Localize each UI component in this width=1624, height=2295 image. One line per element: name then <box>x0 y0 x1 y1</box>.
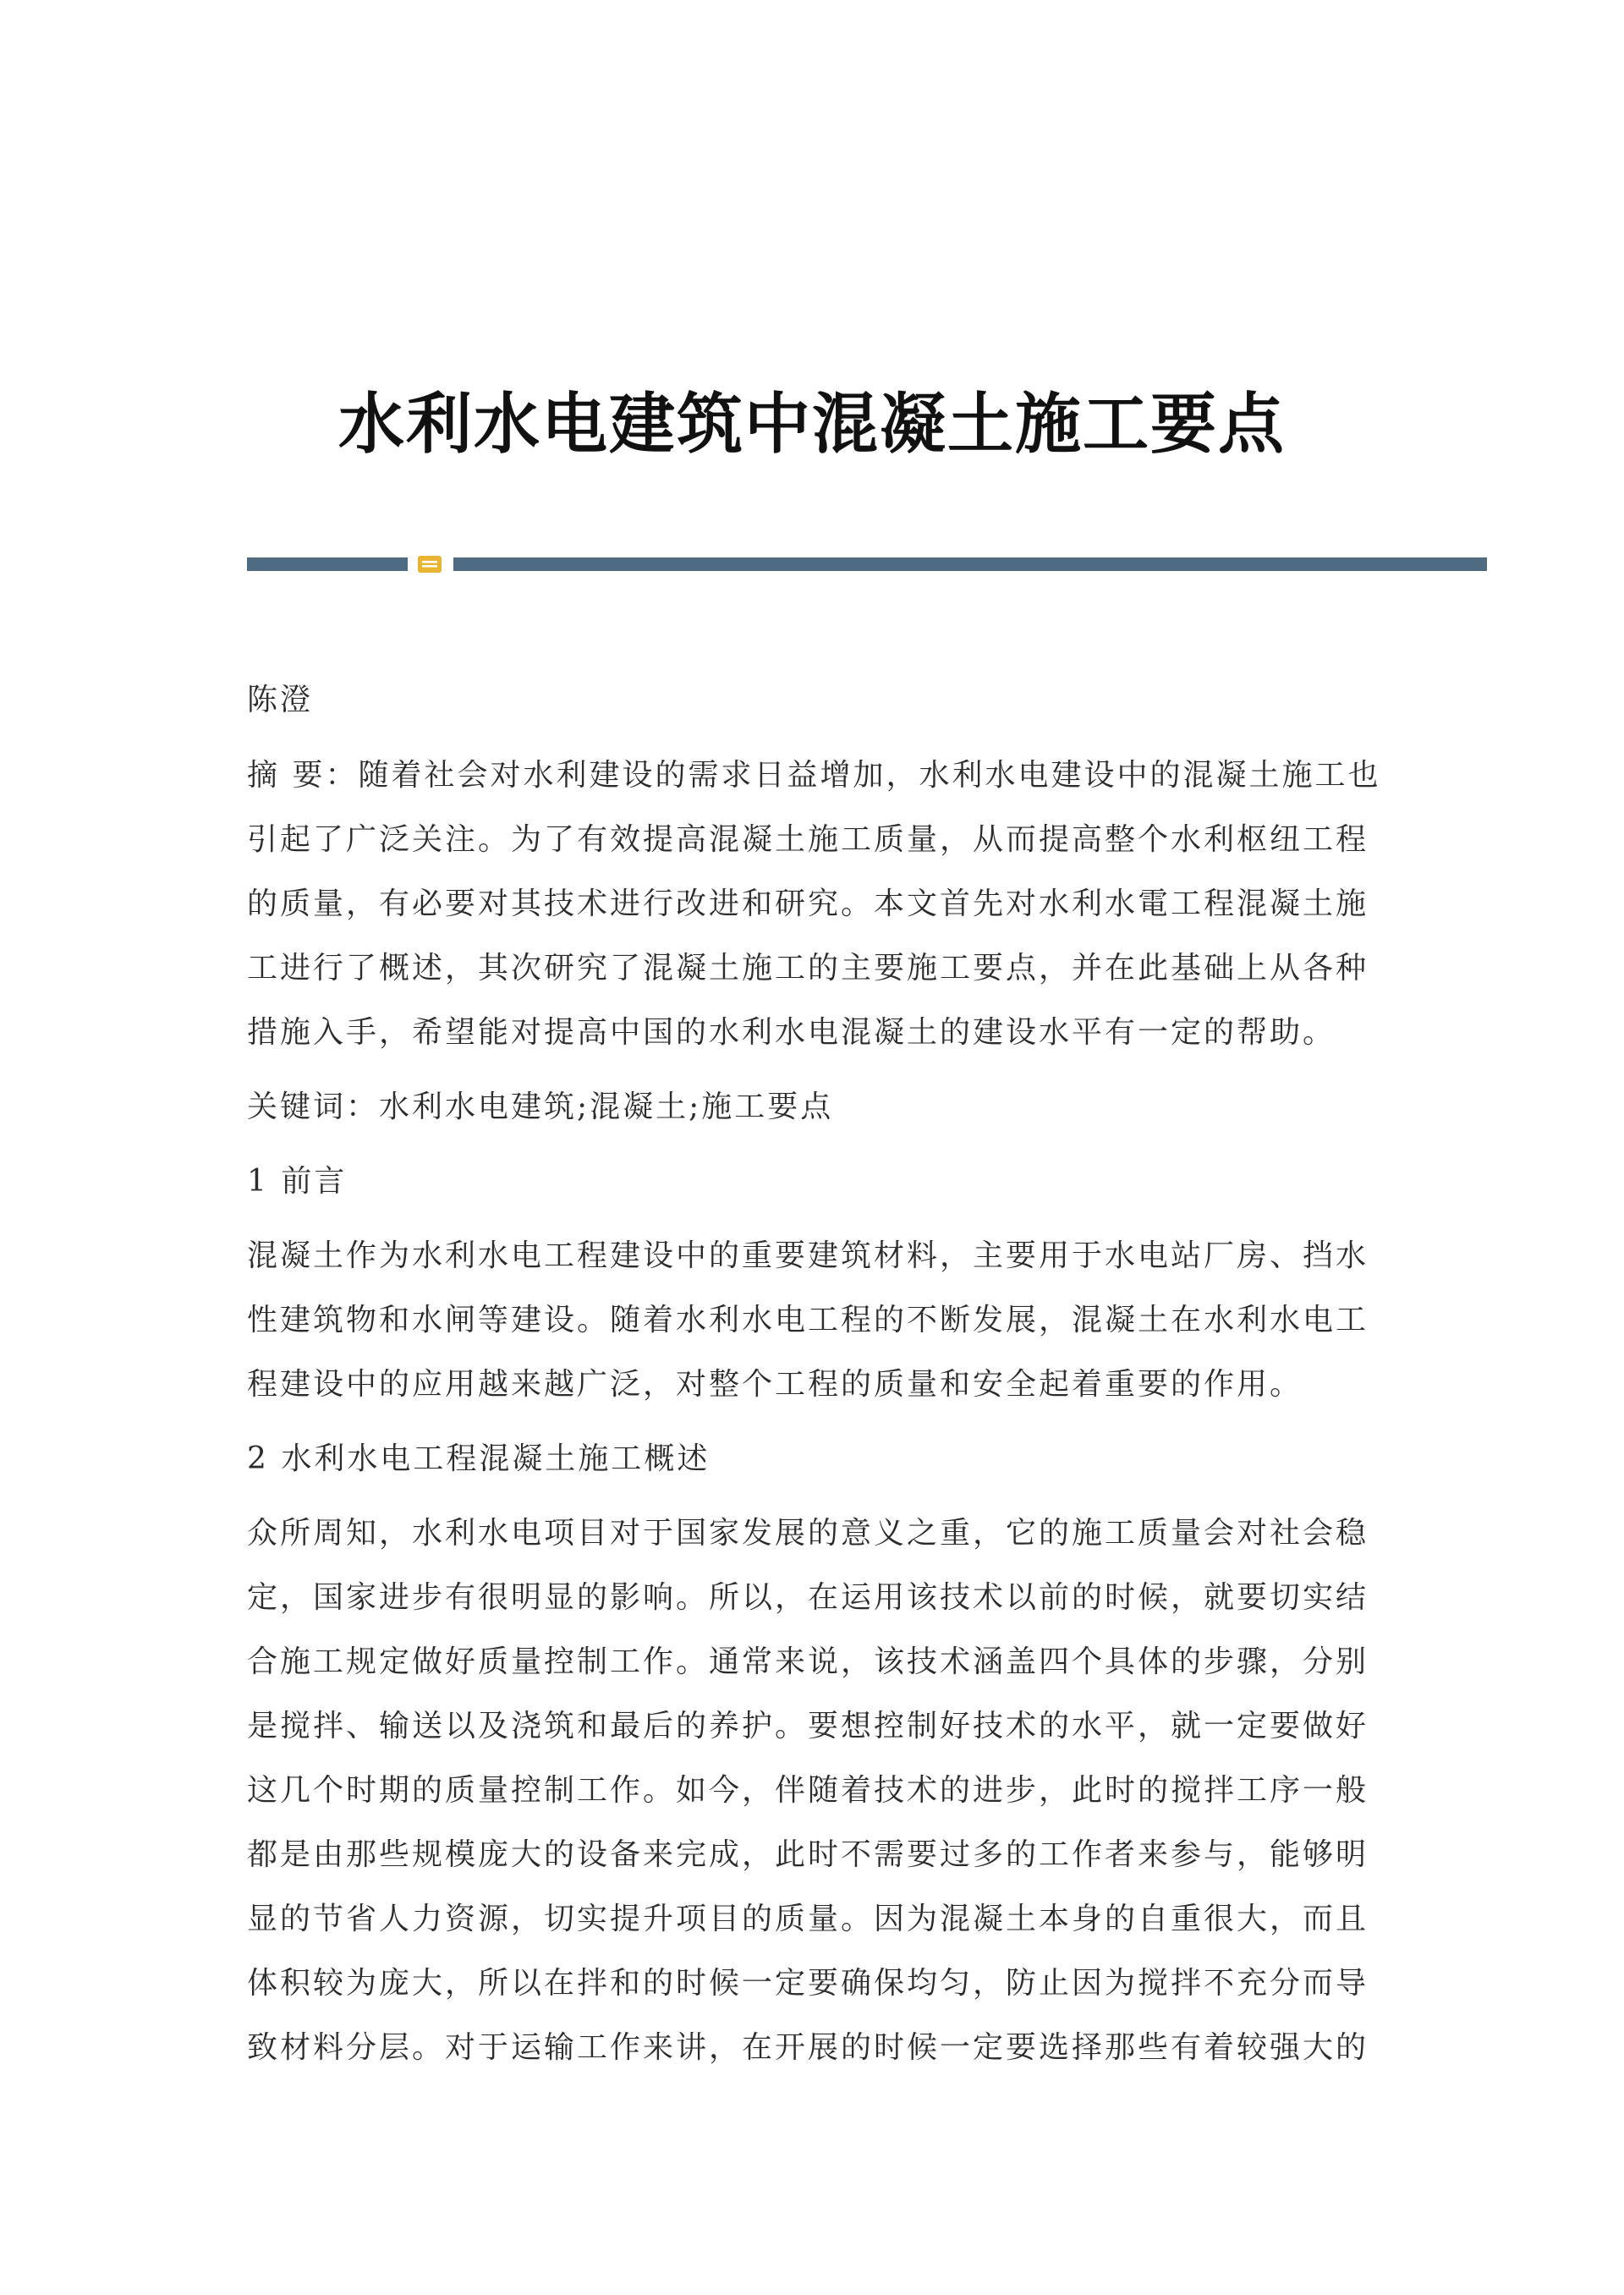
section-1-heading: 1 前言 <box>247 1164 348 1199</box>
section-1-paragraph: 混凝土作为水利水电工程建设中的重要建筑材料，主要用于水电站厂房、挡水性建筑物和水闸等建设。随着水利水电工程的不断发展，混凝土在水利水电工程建设中的应用越来越广泛，对整个工程的质量和安全起着重要的作用。 <box>247 1238 1369 1402</box>
document-title: 水利水电建筑中混凝土施工要点 <box>337 387 1286 464</box>
section-2-paragraph: 众所周知，水利水电项目对于国家发展的意义之重，它的施工质量会对社会稳定，国家进步有很明显的影响。所以，在运用该技术以前的时候，就要切实结合施工规定做好质量控制工作。通常来说，该技术涵盖四个具体的步骤，分别是搅拌、输送以及浇筑和最后的养护。要想控制好技术的水平，就一定要做好这几个时期的质量控制工作。如今，伴随着技术的进步，此时的搅拌工序一般都是由那些规模庞大的设备来完成，此时不需要过多的工作者来参与，能够明显的节省人力资源，切实提升项目的质量。因为混凝土本身的自重很大，而且体积较为庞大，所以在拌和的时候一定要确保均匀，防止因为搅拌不充分而导致材料分层。对于运输工作来讲，在开展的时候一定要选择那些有着较强大的 <box>247 1516 1369 2065</box>
document-body <box>247 668 1389 2090</box>
keywords: 关键词：水利水电建筑;混凝土;施工要点 <box>247 1090 834 1124</box>
rule-ornament-icon <box>416 554 443 574</box>
abstract: 摘 要：随着社会对水利建设的需求日益增加，水利水电建设中的混凝土施工也引起了广泛关注。为了有效提高混凝土施工质量，从而提高整个水利枢纽工程的质量，有必要对其技术进行改进和研究。本文首先对水利水電工程混凝土施工进行了概述，其次研究了混凝土施工的主要施工要点，并在此基础上从各种措施入手，希望能对提高中国的水利水电混凝土的建设水平有一定的帮助。 <box>247 758 1381 1050</box>
title-rule-left <box>247 557 408 571</box>
author: 陈澄 <box>247 683 314 717</box>
title-rule-right <box>453 557 1487 571</box>
section-2-heading: 2 水利水电工程混凝土施工概述 <box>247 1441 710 1476</box>
